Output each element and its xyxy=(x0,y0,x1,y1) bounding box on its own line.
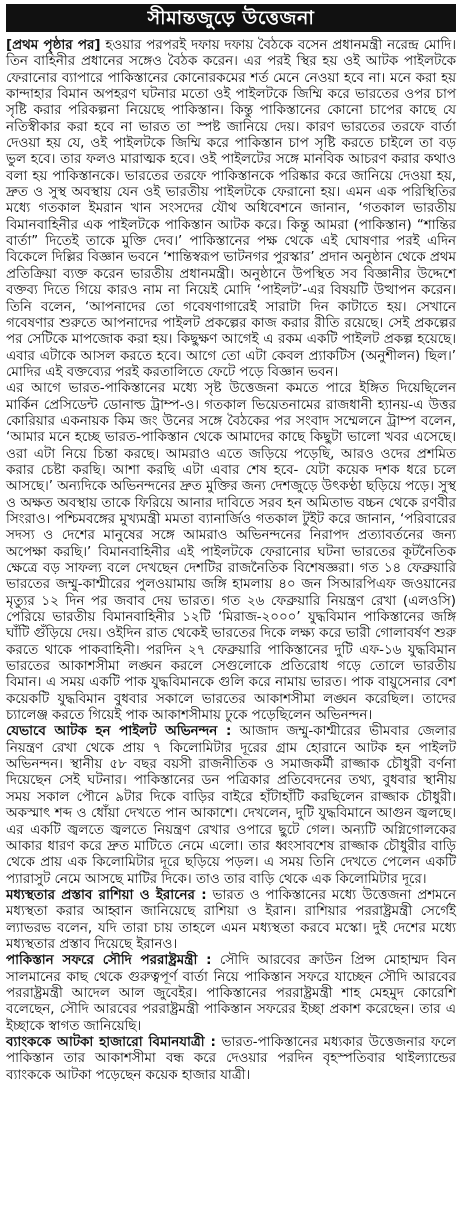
lead-paragraph xyxy=(6,38,456,381)
section-title-bangkok: ব্যাংককে আটকা হাজারো বিমানযাত্রী : xyxy=(6,1034,216,1050)
section-text-bangkok: ভারত-পাকিস্তানের মধ্যকার উত্তেজনার ফলে পাকিস্তান তার আকাশসীমা বন্ধ করে দেওয়ার পরদিন বৃহস্পতিবার থাইল্যান্ডের ব্যাংককে আটকা পড়েছেন কয়েক হাজার যাত্রী। xyxy=(6,1034,456,1083)
section-text-arrest: আজাদ জম্মু-কাশ্মীরের ভীমবার জেলার নিয়ন্ত্রণ রেখা থেকে প্রায় ৭ কিলোমিটার দূরের গ্রাম হোরানে আটক হন পাইলট অভিনন্দন। স্থানীয় ৫৮ বছর বয়সী রাজনীতিক ও সমাজকর্মী রাজ্জাক চৌধুরী বর্ণনা দিয়েছেন সেই ঘটনার। পাকিস্তানের ডন পত্রিকার প্রতিবেদনের তথ্য, বুধবার স্থানীয় সময় সকাল পৌনে ৯টার দিকে বাড়ির বাইরে হাঁটাহাঁটি করছিলেন রাজ্জাক চৌধুরী। অকস্মাৎ শব্দ ও ধোঁয়া দেখতে পান আকাশে। দেখলেন, দুটি যুদ্ধবিমানে আগুন জ্বলছে। এর একটি জ্বলতে জ্বলতে নিয়ন্ত্রণ রেখার ওপারে ছুটে গেল। অন্যটি অগ্নিগোলকের আকার ধারণ করে দ্রুত মাটিতে নেমে এলো। তার ধ্বংসাবশেষ রাজ্জাক চৌধুরীর বাড়ি থেকে প্রায় এক কিলোমিটার দূরে ছড়িয়ে পড়ল। এ সময় তিনি দেখতে পেলেন একটি প্যারাসুট নেমে আসছে মাটির দিকে। তাও তার বাড়ি থেকে এক কিলোমিটার দূরে। xyxy=(6,724,456,887)
article-body xyxy=(6,38,456,1084)
body-paragraph: এর আগে ভারত-পাকিস্তানের মধ্যে সৃষ্ট উত্তেজনা কমতে পারে ইঙ্গিত দিয়েছিলেন মার্কিন প্রেসিডেন্ট ডোনাল্ড ট্রাম্প-ও। গতকাল ভিয়েতনামের রাজধানী হ্যানয়-এ উত্তর কোরিয়ার একনায়ক কিম জং উনের সঙ্গে বৈঠকের পর সংবাদ সম্মেলনে ট্রাম্প বলেন, ‘আমার মনে হচ্ছে ভারত-পাকিস্তান থেকে আমাদের কাছে কিছুটা ভালো খবর এসেছে। ওরা এটা নিয়ে চিন্তা করছে। আমরাও এতে জড়িয়ে পড়েছি, আরও ওদের প্রশমিত করার চেষ্টা করছি। আশা করছি এটা এবার শেষ হবে- যেটা কয়েক দশক ধরে চলে আসছে।’ অন্যদিকে অভিনন্দনের দ্রুত মুক্তির জন্য দেশজুড়ে উৎকণ্ঠা ছড়িয়ে পড়ে। সুস্থ ও অক্ষত অবস্থায় তাকে ফিরিয়ে আনার দাবিতে সরব হন অমিতাভ বচ্চন থেকে রণবীর সিংরাও। পশ্চিমবঙ্গের মুখ্যমন্ত্রী মমতা ব্যানার্জিও গতকাল টুইট করে জানান, ‘পরিবারের সদস্য ও দেশের মানুষের সঙ্গে আমরাও অভিনন্দনের নিরাপদ প্রত্যাবর্তনের জন্য অপেক্ষা করছি।’ বিমানবাহিনীর এই পাইলটকে ফেরানোর ঘটনা ভারতের কূটনৈতিক ক্ষেত্রে বড় সাফল্য বলে দেখছেন দেশটির রাজনৈতিক বিশেষজ্ঞরা। গত ১৪ ফেব্রুয়ারি ভারতের জম্মু-কাশ্মীরের পুলওয়ামায় জঙ্গি হামলায় ৪০ জন সিআরপিএফ জওয়ানের মৃত্যুর ১২ দিন পর জবাব দেয় ভারত। গত ২৬ ফেব্রুয়ারি নিয়ন্ত্রণ রেখা (এলওসি) পেরিয়ে ভারতীয় বিমানবাহিনীর ১২টি ‘মিরাজ-২০০০’ যুদ্ধবিমান পাকিস্তানের জঙ্গি ঘাঁটি গুঁড়িয়ে দেয়। ওইদিন রাত থেকেই ভারতের দিকে লক্ষ্য করে ভারী গোলাবর্ষণ শুরু করতে থাকে পাকবাহিনী। পরদিন ২৭ ফেব্রুয়ারি পাকিস্তানের দুটি এফ-১৬ যুদ্ধবিমান ভারতের আকাশসীমা লঙ্ঘন করলে সেগুলোকে প্রতিরোধ গড়ে তোলে ভারতীয় বিমান। এ সময় একটি পাক যুদ্ধবিমানকে গুলি করে নামায় ভারত। পাক বায়ুসেনার বেশ কয়েকটি যুদ্ধবিমান বুধবার সকালে ভারতের আকাশসীমা লঙ্ঘন করেছিল। তাদের চ্যালেঞ্জ করতে গিয়েই পাক আকাশসীমায় ঢুকে পড়েছিলেন অভিনন্দন। xyxy=(6,381,456,724)
headline: সীমান্তজুড়ে উত্তেজনা xyxy=(6,4,456,32)
lead-text: হওয়ার পরপরই দফায় দফায় বৈঠকে বসেন প্রধানমন্ত্রী নরেন্দ্র মোদি। তিন বাহিনীর প্রধানের সঙ্গেও বৈঠক করেন। এর পরই স্থির হয় ওই আটক পাইলটকে ফেরানোর ব্যাপারে পাকিস্তানের কোনোরকমের শর্ত মেনে নেওয়া হবে না। মনে করা হয় কান্দাহার বিমান অপহরণ ঘটনার মতো ওই পাইলটকে জিম্মি করে ভারতের ওপর চাপ সৃষ্টি করার পরিকল্পনা নিয়েছে পাকিস্তান। কিন্তু পাকিস্তানের কোনো চাপের কাছে যে নতিস্বীকার করা হবে না ভারত তা স্পষ্ট জানিয়ে দেয়। কারণ ভারতের তরফে বার্তা দেওয়া হয় যে, ওই পাইলটকে জিম্মি করে পাকিস্তান চাপ সৃষ্টি করতে চাইলে তা বড় ভুল হবে। তার ফলও মারাত্মক হবে। ওই পাইলটের সঙ্গে মানবিক আচরণ করার কথাও বলা হয় পাকিস্তানকে। ভারতের তরফে পাকিস্তানকে পরিষ্কার করে জানিয়ে দেওয়া হয়, দ্রুত ও সুস্থ অবস্থায় যেন ওই ভারতীয় পাইলটকে ফেরানো হয়। এমন এক পরিস্থিতির মধ্যে গতকাল ইমরান খান সংসদের যৌথ অধিবেশনে জানান, ‘গতকাল ভারতীয় বিমানবাহিনীর এক পাইলটকে পাকিস্তান আটক করে। কিন্তু আমরা (পাকিস্তান) “শান্তির বার্তা” দিতেই তাকে মুক্তি দেব।’ পাকিস্তানের পক্ষ থেকে এই ঘোষণার পরই এদিন বিকেলে দিল্লির বিজ্ঞান ভবনে ‘শান্তিস্বরূপ ভাটনগর পুরস্কার’ প্রদান অনুষ্ঠান থেকে প্রথম প্রতিক্রিয়া ব্যক্ত করেন ভারতীয় প্রধানমন্ত্রী। অনুষ্ঠানে উপস্থিত সব বিজ্ঞানীর উদ্দেশে বক্তব্য দিতে গিয়ে কারও নাম না নিয়েই মোদি ‘পাইলট’-এর বিষয়টি উত্থাপন করেন। তিনি বলেন, ‘আপনাদের তো গবেষণাগারেই সারাটা দিন কাটাতে হয়। সেখানে গবেষণার শুরুতে আপনাদের পাইলট প্রকল্পের কাজ করার রীতি রয়েছে। সেই প্রকল্পের পর সেটিকে মাপজোক করা হয়। কিছুক্ষণ আগেই এ রকম একটি পাইলট প্রকল্প হয়েছে। এবার এটাকে আসল করতে হবে। আগে তো এটা কেবল প্র্যাকটিস (অনুশীলন) ছিল।’ মোদির এই বক্তব্যের পরই করতালিতে ফেটে পড়ে বিজ্ঞান ভবন। xyxy=(6,38,456,380)
continuation-marker: [প্রথম পৃষ্ঠার পর] xyxy=(6,38,101,53)
section-text-saudi: সৌদি আরবের ক্রাউন প্রিন্স মোহাম্মদ বিন সালমানের কাছ থেকে গুরুত্বপূর্ণ বার্তা নিয়ে পাকিস্তান সফরে যাচ্ছেন সৌদি আরবের পররাষ্ট্রমন্ত্রী আদেল আল জুবেইর। পাকিস্তানের পররাষ্ট্রমন্ত্রী শাহ মেহমুদ কোরেশি বলেছেন, সৌদি আরবের পররাষ্ট্রমন্ত্রী পাকিস্তান সফরের ইচ্ছা প্রকাশ করেছেন। তার এ ইচ্ছাকে স্বাগত জানিয়েছি। xyxy=(6,953,456,1034)
section-paragraph-saudi xyxy=(6,953,456,1035)
section-title-mediation: মধ্যস্থতার প্রস্তাব রাশিয়া ও ইরানের : xyxy=(6,887,207,903)
section-paragraph-arrest xyxy=(6,724,456,887)
section-paragraph-mediation xyxy=(6,888,456,953)
section-title-saudi: পাকিস্তান সফরে সৌদি পররাষ্ট্রমন্ত্রী : xyxy=(6,953,212,969)
section-text-mediation: ভারত ও পাকিস্তানের মধ্যে উত্তেজনা প্রশমনে মধ্যস্থতা করার আহ্বান জানিয়েছে রাশিয়া ও ইরান। রাশিয়ার পররাষ্ট্রমন্ত্রী সের্গেই ল্যাভরভ বলেন, যদি তারা চায় তাহলে এমন মধ্যস্থতা করবে মস্কো। দুই দেশের মধ্যে মধ্যস্থতার প্রস্তাব দিয়েছে ইরানও। xyxy=(6,887,456,952)
section-paragraph-bangkok xyxy=(6,1035,456,1084)
section-title-arrest: যেভাবে আটক হন পাইলট অভিনন্দন : xyxy=(6,724,232,740)
